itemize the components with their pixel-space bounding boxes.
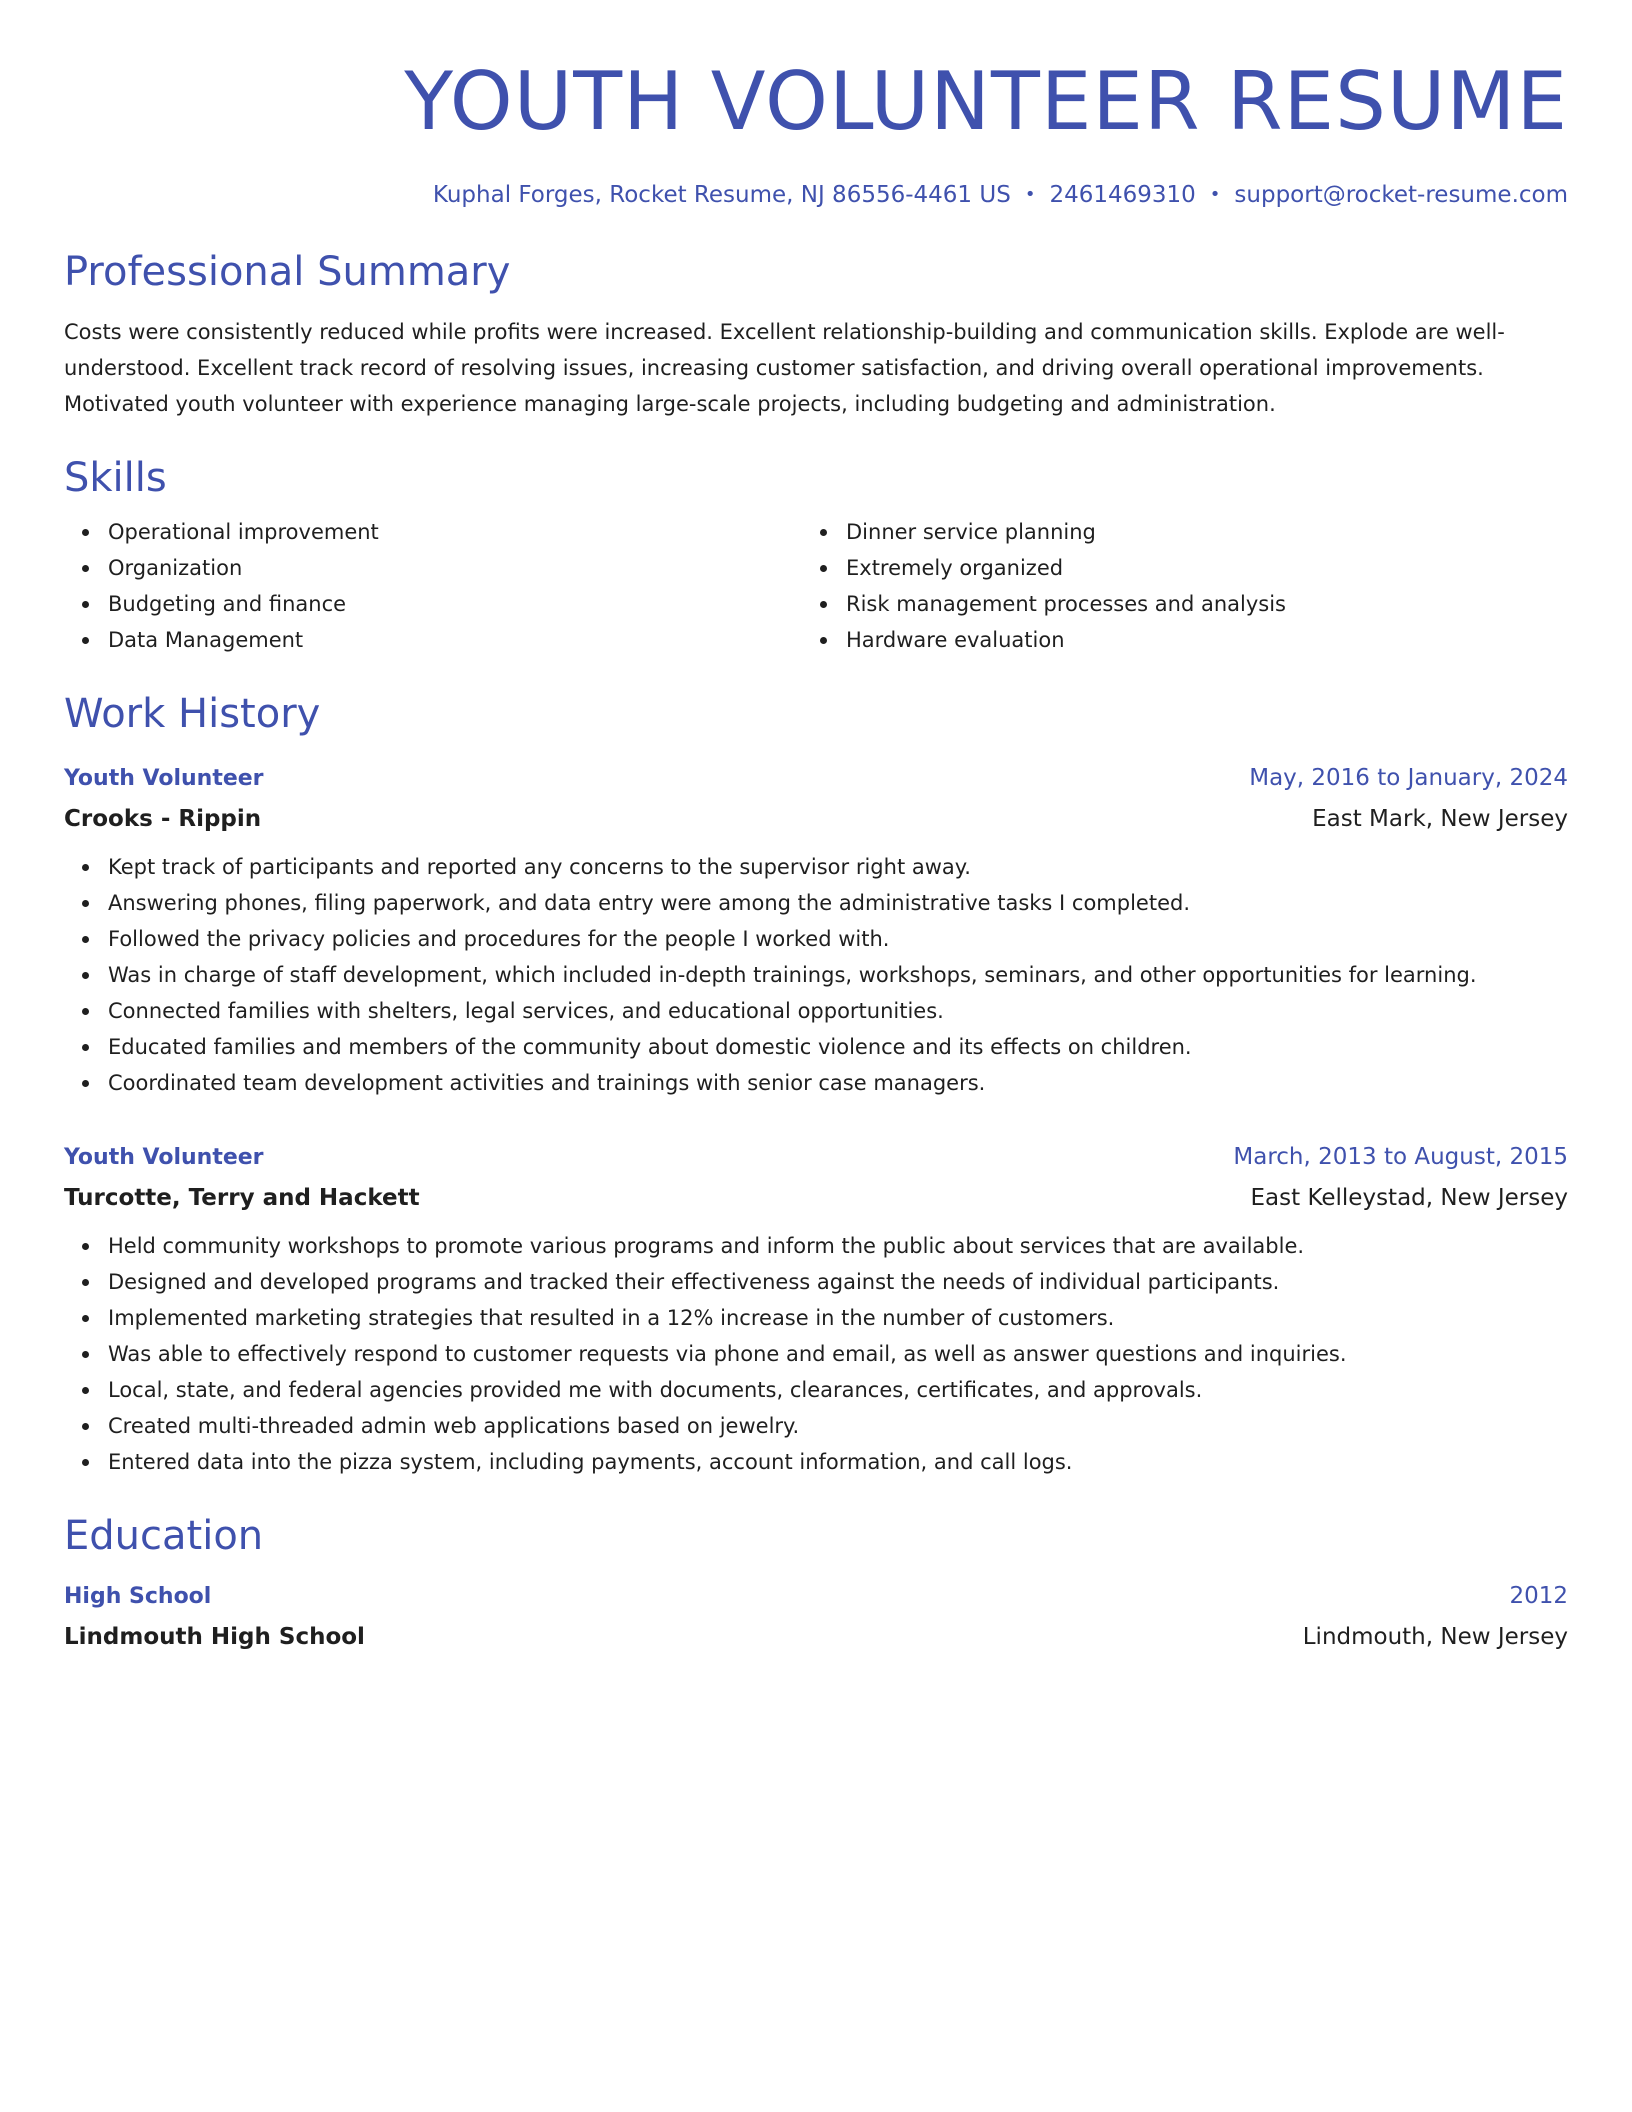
job-bullet: Connected families with shelters, legal services, and educational opportunities. (64, 993, 1568, 1029)
skill-item: Risk management processes and analysis (802, 586, 1540, 622)
skill-item: Budgeting and finance (64, 586, 802, 622)
education-year: 2012 (1509, 1583, 1568, 1609)
skill-item: Organization (64, 550, 802, 586)
contact-separator: • (1024, 184, 1036, 205)
job-bullet: Local, state, and federal agencies provided me with documents, clearances, certificates, and approvals. (64, 1372, 1568, 1408)
job-title: Youth Volunteer (64, 766, 264, 791)
job-bullet: Was in charge of staff development, which included in-depth trainings, workshops, seminars, and other opportunities for learning. (64, 957, 1568, 993)
section-heading-education: Education (64, 1513, 264, 1559)
education-section (64, 1510, 1568, 1657)
skills-section (64, 452, 1568, 658)
job-company-row (64, 799, 1568, 839)
job-bullet: Entered data into the pizza system, including payments, account information, and call logs. (64, 1444, 1568, 1480)
job-location: East Kelleystad, New Jersey (1250, 1185, 1568, 1211)
contact-email: support@rocket-resume.com (1234, 182, 1568, 208)
resume-header (64, 50, 1568, 210)
skill-item: Data Management (64, 622, 802, 658)
job-company: Crooks - Rippin (64, 806, 262, 832)
education-school: Lindmouth High School (64, 1624, 365, 1650)
skill-item: Extremely organized (802, 550, 1540, 586)
summary-text: Costs were consistently reduced while profits were increased. Excellent relationship-building and communication skills. Explode are well-understood. Excellent track record of resolving issues, increasing customer satisfaction, and driving overall operational improvements. Motivated youth volunteer with experience managing large-scale projects, including budgeting and administration. (64, 320, 1505, 416)
job-bullet: Was able to effectively respond to customer requests via phone and email, as well as answer questions and inquiries. (64, 1336, 1568, 1372)
job-company: Turcotte, Terry and Hackett (64, 1185, 420, 1211)
job-bullet: Educated families and members of the community about domestic violence and its effects on children. (64, 1029, 1568, 1065)
job-header-row (64, 1137, 1568, 1178)
job-bullet: Created multi-threaded admin web applications based on jewelry. (64, 1408, 1568, 1444)
job-bullet: Designed and developed programs and tracked their effectiveness against the needs of individual participants. (64, 1264, 1568, 1300)
contact-address: Kuphal Forges, Rocket Resume, NJ 86556-4461 US (432, 182, 1011, 208)
job-entry (64, 758, 1568, 1101)
skill-item: Hardware evaluation (802, 622, 1540, 658)
job-dates: March, 2013 to August, 2015 (1233, 1144, 1568, 1170)
job-bullet: Followed the privacy policies and procedures for the people I worked with. (64, 921, 1568, 957)
education-header-row (64, 1576, 1568, 1617)
skill-item: Dinner service planning (802, 514, 1540, 550)
skills-grid (64, 514, 1568, 658)
contact-separator: • (1209, 184, 1221, 205)
section-heading-skills: Skills (64, 455, 167, 501)
education-location: Lindmouth, New Jersey (1302, 1624, 1568, 1650)
job-bullet: Kept track of participants and reported any concerns to the supervisor right away. (64, 849, 1568, 885)
education-school-row (64, 1617, 1568, 1657)
job-company-row (64, 1178, 1568, 1218)
job-location: East Mark, New Jersey (1312, 806, 1568, 832)
resume-title: YOUTH VOLUNTEER RESUME (404, 55, 1568, 148)
contact-line (64, 180, 1568, 210)
contact-phone: 2461469310 (1049, 182, 1196, 208)
education-entry (64, 1576, 1568, 1657)
job-entry (64, 1137, 1568, 1480)
skills-column-left (64, 514, 802, 658)
skill-item: Operational improvement (64, 514, 802, 550)
job-bullet-list (64, 1228, 1568, 1480)
professional-summary-section (64, 246, 1568, 422)
job-bullet: Implemented marketing strategies that resulted in a 12% increase in the number of customers. (64, 1300, 1568, 1336)
job-header-row (64, 758, 1568, 799)
job-title: Youth Volunteer (64, 1145, 264, 1170)
job-bullet: Coordinated team development activities and trainings with senior case managers. (64, 1065, 1568, 1101)
job-bullet: Held community workshops to promote various programs and inform the public about services that are available. (64, 1228, 1568, 1264)
work-history-section (64, 688, 1568, 1480)
education-degree: High School (64, 1584, 212, 1609)
job-bullet-list (64, 849, 1568, 1101)
skills-column-right (802, 514, 1540, 658)
section-heading-summary: Professional Summary (64, 249, 511, 295)
job-bullet: Answering phones, filing paperwork, and data entry were among the administrative tasks I completed. (64, 885, 1568, 921)
job-dates: May, 2016 to January, 2024 (1249, 765, 1568, 791)
section-heading-work-history: Work History (64, 691, 321, 737)
